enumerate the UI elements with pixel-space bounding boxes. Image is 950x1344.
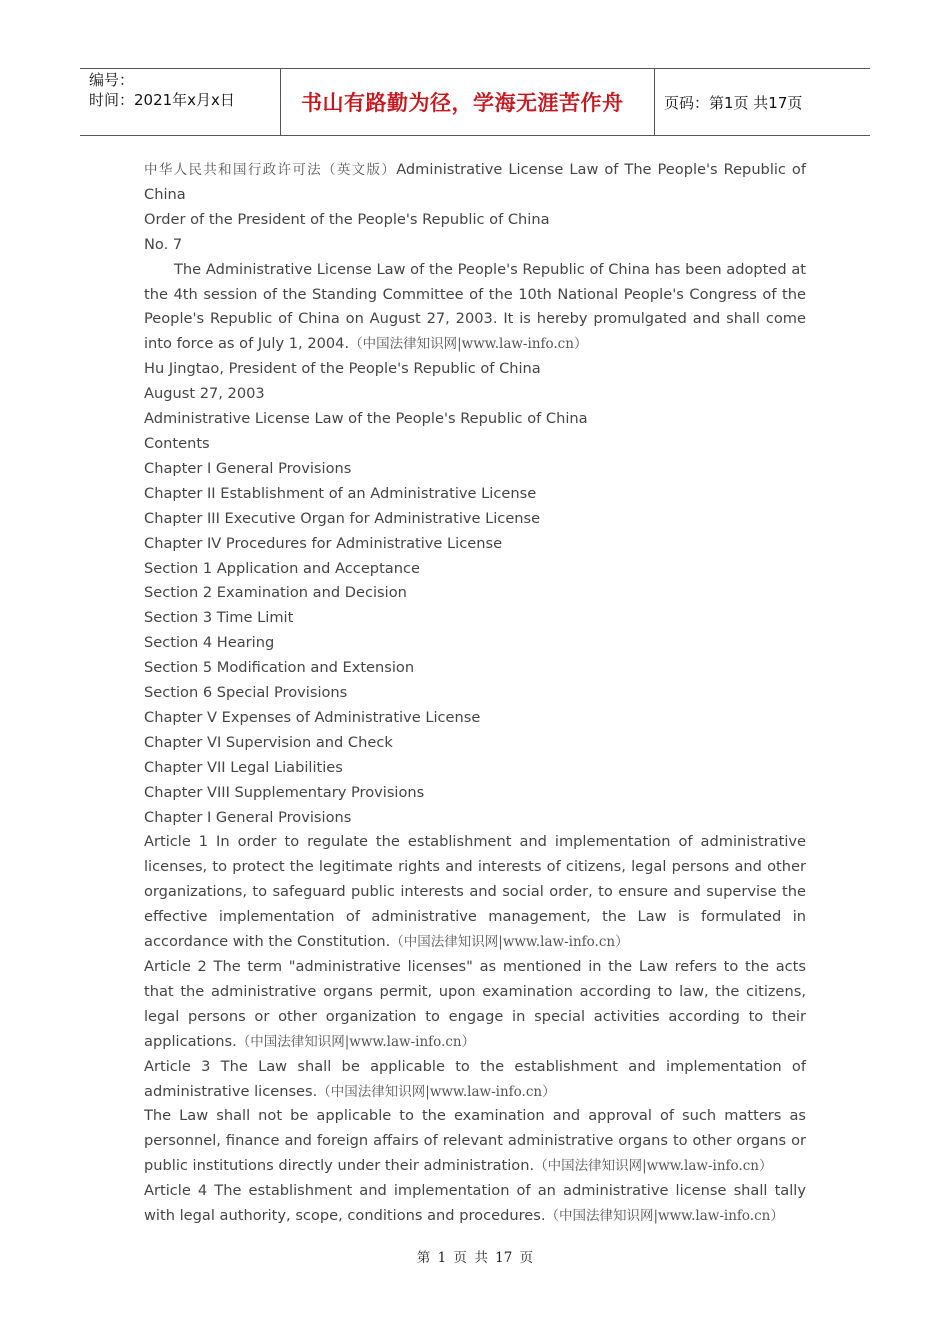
toc-item: Section 1 Application and Acceptance bbox=[144, 559, 420, 577]
toc-item: Chapter IV Procedures for Administrative License bbox=[144, 534, 503, 552]
header-motto-cell bbox=[281, 69, 655, 135]
order-line: Order of the President of the People's Republic of China bbox=[144, 210, 550, 228]
page-footer bbox=[0, 1246, 950, 1266]
table-of-contents bbox=[144, 457, 806, 806]
source-note: （中国法律知识网|www.law-info.cn） bbox=[545, 1208, 784, 1225]
source-note: （中国法律知识网|www.law-info.cn） bbox=[317, 1083, 556, 1100]
source-note: （中国法律知识网|www.law-info.cn） bbox=[349, 336, 588, 353]
article-1 bbox=[144, 830, 806, 955]
toc-item: Chapter III Executive Organ for Administrative License bbox=[144, 509, 541, 527]
title-zh: 中华人民共和国行政许可法（英文版） bbox=[144, 162, 397, 178]
article-text: Article 1 In order to regulate the establishment and implementation of administrative licenses, to protect the legitimate rights and interests of citizens, legal persons and other organizations, to safeguard public interests and social order, to ensure and supervise the effective implementation of administrative management, the Law is formulated in accordance with the Constitution. bbox=[144, 833, 806, 951]
toc-item: Chapter VI Supervision and Check bbox=[144, 733, 393, 751]
sign-date: August 27, 2003 bbox=[144, 385, 265, 403]
article-text: Article 2 The term "administrative licenses" as mentioned in the Law refers to the acts that the administrative organs permit, upon examination according to law, the citizens, legal persons or other organization to engage in special activities according to their applications. bbox=[144, 958, 806, 1050]
document-title bbox=[144, 158, 806, 208]
toc-item: Section 2 Examination and Decision bbox=[144, 584, 407, 602]
toc-item: Section 5 Modification and Extension bbox=[144, 659, 415, 677]
toc-item: Section 6 Special Provisions bbox=[144, 684, 348, 702]
toc-item: Chapter V Expenses of Administrative License bbox=[144, 708, 481, 726]
toc-item: Section 4 Hearing bbox=[144, 634, 275, 652]
document-body bbox=[144, 158, 806, 1229]
chapter-heading: Chapter I General Provisions bbox=[144, 808, 352, 826]
header-page-cell bbox=[655, 69, 870, 135]
article-2 bbox=[144, 955, 806, 1055]
toc-item: Chapter VII Legal Liabilities bbox=[144, 758, 343, 776]
footer-page-number: 第 1 页 共 17 页 bbox=[416, 1250, 534, 1266]
toc-item: Chapter VIII Supplementary Provisions bbox=[144, 783, 425, 801]
law-title: Administrative License Law of the People's Republic of China bbox=[144, 410, 588, 428]
article-text: Article 4 The establishment and implementation of an administrative license shall tally with legal authority, scope, conditions and procedures. bbox=[144, 1182, 806, 1225]
serial-label: 编号： bbox=[89, 71, 135, 89]
motto-text: 书山有路勤为径，学海无涯苦作舟 bbox=[301, 90, 624, 115]
article-text: The Law shall not be applicable to the examination and approval of such matters as personnel, finance and foreign affairs of relevant administrative organs to other organs or public institutions directly under their administration. bbox=[144, 1107, 806, 1175]
title-en: Administrative License Law of The People's Republic of China bbox=[144, 161, 806, 203]
source-note: （中国法律知识网|www.law-info.cn） bbox=[534, 1158, 773, 1175]
article-3-paragraph-2 bbox=[144, 1104, 806, 1179]
signatory: Hu Jingtao, President of the People's Republic of China bbox=[144, 360, 541, 378]
source-note: （中国法律知识网|www.law-info.cn） bbox=[390, 934, 629, 951]
article-text: Article 3 The Law shall be applicable to the establishment and implementation of administrative licenses. bbox=[144, 1057, 806, 1100]
article-3 bbox=[144, 1055, 806, 1105]
toc-item: Chapter I General Provisions bbox=[144, 459, 352, 477]
intro-text: The Administrative License Law of the People's Republic of China has been adopted at the 4th session of the Standing Committee of the 10th National People's Congress of the People's Republic of China on August 27, 2003. It is hereby promulgated and shall come into force as of July 1, 2004. bbox=[144, 260, 806, 353]
contents-heading: Contents bbox=[144, 434, 210, 452]
toc-item: Section 3 Time Limit bbox=[144, 609, 294, 627]
time-label: 时间：2021年x月x日 bbox=[89, 91, 235, 109]
page-header bbox=[80, 68, 870, 136]
order-number: No. 7 bbox=[144, 235, 183, 253]
page-info: 页码：第1页 共17页 bbox=[664, 93, 803, 112]
source-note: （中国法律知识网|www.law-info.cn） bbox=[236, 1033, 476, 1050]
article-4 bbox=[144, 1179, 806, 1229]
toc-item: Chapter II Establishment of an Administrative License bbox=[144, 484, 537, 502]
header-meta-cell bbox=[80, 69, 281, 135]
intro-paragraph bbox=[144, 258, 806, 358]
